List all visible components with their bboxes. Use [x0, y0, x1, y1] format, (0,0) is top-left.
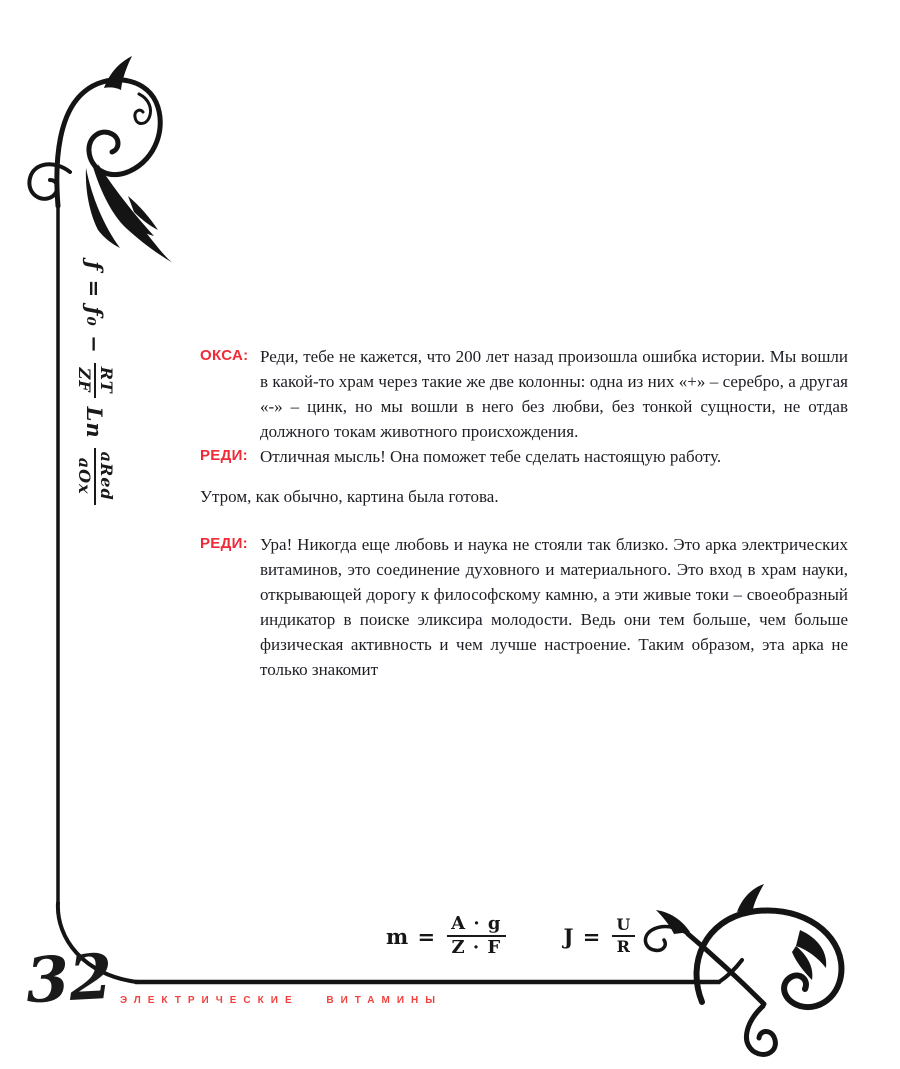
- footer-series-title: ЭЛЕКТРИЧЕСКИЕ ВИТАМИНЫ: [120, 995, 443, 1006]
- dialogue-text: Реди, тебе не кажется, что 200 лет назад произошла ошибка истории. Мы вошли в какой-то храм через такие же две колонны: одна из них «+» – серебро, а другая «-» – цинк, но мы вошли в него без любви, без тонкой сущности, не отдав должного токам животного происхождения.: [260, 347, 848, 441]
- dialogue-text: Ура! Никогда еще любовь и наука не стояли так близко. Это арка электрических витаминов, это соединение духовного и материального. Это вход в храм науки, открывающей дорогу к философскому камню, а эти живые токи – своеобразный индикатор в поиске эликсира молодости. Ведь они тем больше, чем больше физическая активность и чем лучше настроение. Таким образом, эта арка не только знакомит: [260, 535, 848, 679]
- bottom-right-flourish: [645, 884, 841, 1054]
- dialogue-row: [200, 344, 848, 444]
- formula-lead: ƒ = ƒ₀ −: [82, 261, 108, 354]
- formula-lhs: m =: [386, 923, 437, 949]
- formula-ln-operator: Ln: [82, 406, 108, 439]
- dialogue-block: [200, 344, 848, 682]
- formula-fraction-rt-zf: RT ZF: [75, 363, 115, 398]
- dialogue-row: [200, 532, 848, 682]
- dialogue-row: [200, 444, 848, 469]
- formula-fraction-ared-aox: aRed aOx: [75, 448, 115, 505]
- formula-lhs: J =: [563, 923, 602, 949]
- dialogue-text: Отличная мысль! Она поможет тебе сделать настоящую работу.: [260, 447, 722, 466]
- speaker-label: РЕДИ:: [200, 535, 248, 552]
- formula-fraction-ag-zf: $\frac{A \cdot g}{Z \cdot F}$: [447, 914, 505, 958]
- top-left-flourish: [29, 56, 173, 263]
- ohm-law-formula: [564, 916, 636, 956]
- bottom-formulas: [386, 914, 635, 958]
- narration-line: Утром, как обычно, картина была готова.: [200, 487, 499, 506]
- page-number: 32: [24, 939, 115, 1018]
- speaker-label: ОКСА:: [200, 347, 249, 364]
- nernst-margin-formula: [65, 248, 125, 518]
- speaker-label: РЕДИ:: [200, 447, 248, 464]
- faraday-mass-formula: [386, 914, 506, 958]
- formula-fraction-u-r: $\frac{U}{R}$: [612, 916, 635, 956]
